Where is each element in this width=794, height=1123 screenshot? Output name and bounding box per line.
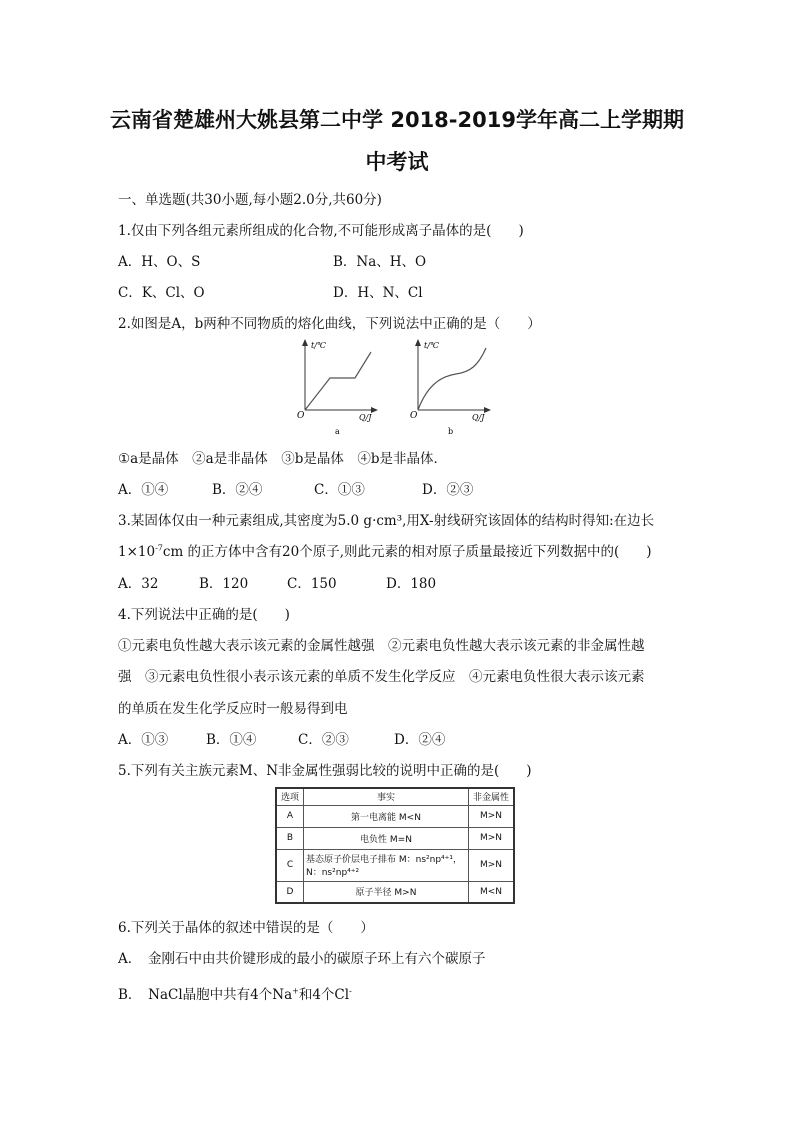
q3-stem-rest: cm 的正方体中含有20个原子,则此元素的相对原子质量最接近下列数据中的( ) — [162, 544, 652, 560]
header-nonmetal: 非金属性 — [469, 788, 515, 805]
table-header-row — [276, 788, 514, 805]
q3-stem-line2 — [118, 540, 652, 560]
row-option: C — [276, 849, 304, 881]
q4-text-line3: 的单质在发生化学反应时一般易得到电 — [118, 701, 348, 717]
q3-option-c: C．150 — [287, 576, 337, 592]
row-result: M>N — [469, 827, 515, 849]
q6-option-a: A． 金刚石中由共价键形成的最小的碳原子环上有六个碳原子 — [118, 951, 486, 967]
q6-option-b — [118, 983, 352, 1003]
q2-option-b: B．②④ — [212, 482, 263, 498]
row-fact-line2: N：ns²np⁴⁺² — [306, 868, 360, 878]
melting-curve-b — [398, 338, 498, 438]
table-row — [276, 805, 514, 827]
q5-stem: 5.下列有关主族元素M、N非金属性强弱比较的说明中正确的是( ) — [118, 763, 532, 779]
row-option: D — [276, 881, 304, 903]
q1-stem: 1.仅由下列各组元素所组成的化合物,不可能形成离子晶体的是( ) — [118, 223, 524, 239]
caption-a: a — [335, 427, 340, 436]
exam-title-line1: 云南省楚雄州大姚县第二中学 2018-2019学年高二上学期期 — [110, 108, 684, 132]
q3-option-b: B．120 — [199, 576, 249, 592]
q3-stem-line1: 3.某固体仅由一种元素组成,其密度为5.0 g·cm³,用X-射线研究该固体的结构时得知:在边长 — [118, 513, 655, 529]
q1-option-d: D．H、N、Cl — [333, 285, 423, 301]
y-axis-arrow — [415, 339, 421, 346]
q2-option-c: C．①③ — [314, 482, 365, 498]
q2-stem: 2.如图是A，b两种不同物质的熔化曲线，下列说法中正确的是（ ） — [118, 316, 541, 332]
row-option: A — [276, 805, 304, 827]
q4-option-c: C．②③ — [298, 732, 349, 748]
x-axis-arrow — [484, 407, 491, 413]
table-row — [276, 827, 514, 849]
q2-statements: ①a是晶体 ②a是非晶体 ③b是晶体 ④b是非晶体． — [118, 451, 447, 467]
table-row — [276, 849, 514, 881]
q4-option-b: B．①④ — [206, 732, 257, 748]
row-result: M>N — [469, 849, 515, 881]
q4-text-line1: ①元素电负性越大表示该元素的金属性越强 ②元素电负性越大表示该元素的非金属性越 — [118, 638, 645, 654]
row-fact-line1: 基态原子价层电子排布 M：ns²np⁴⁺¹， — [306, 855, 463, 865]
caption-b: b — [448, 427, 454, 436]
header-fact: 事实 — [304, 788, 469, 805]
q3-exponent: -7 — [155, 543, 163, 553]
y-axis-arrow — [302, 339, 308, 346]
q1-option-b: B．Na、H、O — [333, 254, 427, 270]
q2-option-d: D．②③ — [422, 482, 474, 498]
q6-b-text-mid: 和4个Cl — [298, 987, 350, 1003]
row-fact: 电负性 M=N — [304, 827, 469, 849]
xlabel-a: Q/J — [359, 413, 372, 422]
ylabel-b: t/℃ — [424, 341, 439, 350]
melting-curve-a — [285, 338, 385, 438]
header-option: 选项 — [276, 788, 304, 805]
curve-b — [418, 348, 486, 410]
section-heading: 一、单选题(共30小题,每小题2.0分,共60分) — [118, 192, 382, 208]
q4-stem: 4.下列说法中正确的是( ) — [118, 607, 290, 623]
row-result: M<N — [469, 881, 515, 903]
row-fact: 原子半径 M>N — [304, 881, 469, 903]
q6-b-text: B． NaCl晶胞中共有4个Na — [118, 987, 293, 1003]
q5-facts-table — [275, 787, 515, 904]
curve-a — [305, 352, 371, 410]
table-row — [276, 881, 514, 903]
q3-option-a: A．32 — [118, 576, 159, 592]
q1-option-c: C．K、Cl、O — [118, 285, 205, 301]
row-option: B — [276, 827, 304, 849]
origin-b: O — [410, 411, 418, 421]
q3-option-d: D．180 — [386, 576, 437, 592]
q4-option-d: D．②④ — [394, 732, 446, 748]
origin-a: O — [297, 411, 305, 421]
row-result: M>N — [469, 805, 515, 827]
q4-text-line2: 强 ③元素电负性很小表示该元素的单质不发生化学反应 ④元素电负性很大表示该元素 — [118, 669, 645, 685]
q6-b-charge-minus: - — [349, 986, 352, 996]
q6-b-charge-plus: + — [292, 986, 299, 996]
q6-stem: 6.下列关于晶体的叙述中错误的是（ ） — [118, 920, 374, 936]
x-axis-arrow — [371, 407, 378, 413]
q4-option-a: A．①③ — [118, 732, 169, 748]
row-fact — [304, 849, 469, 881]
q3-edge-length: 1×10 — [118, 544, 156, 560]
xlabel-b: Q/J — [472, 413, 485, 422]
q1-option-a: A．H、O、S — [118, 254, 201, 270]
exam-title-line2: 中考试 — [365, 150, 429, 174]
row-fact: 第一电离能 M<N — [304, 805, 469, 827]
ylabel-a: t/℃ — [311, 341, 326, 350]
q2-option-a: A．①④ — [118, 482, 169, 498]
